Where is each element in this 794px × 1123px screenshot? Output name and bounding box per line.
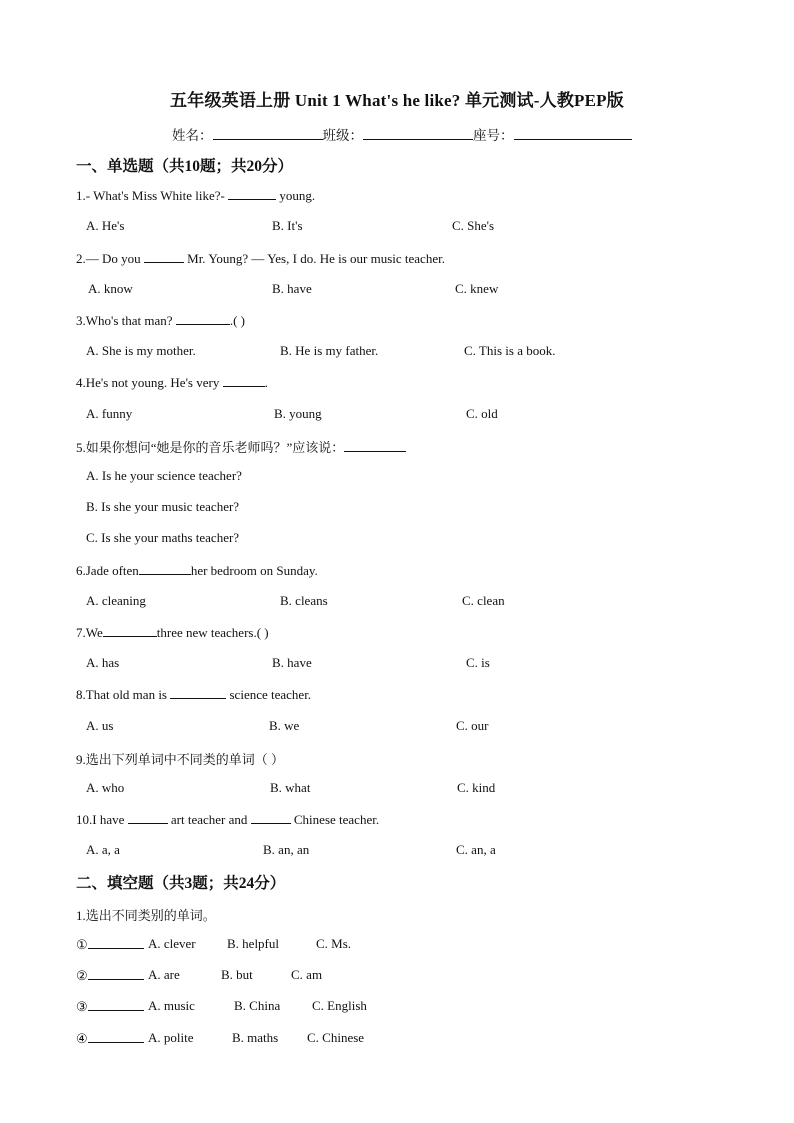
fill-question-1: 1.选出不同类别的单词。	[76, 908, 216, 923]
option-b[interactable]: B. Is she your music teacher?	[86, 499, 240, 514]
option-a[interactable]: A. who	[86, 780, 125, 795]
question-text: .( )	[229, 313, 245, 328]
word-c: C. Ms.	[316, 936, 352, 951]
word-a: A. music	[148, 998, 195, 1013]
option-c[interactable]: C. This is a book.	[464, 343, 556, 358]
class-label: 班级：	[322, 128, 363, 143]
item-number: ③	[76, 999, 88, 1014]
question-text: 8.That old man is	[76, 687, 171, 702]
word-b: B. helpful	[227, 936, 279, 951]
question-text: Mr. Young? — Yes, I do. He is our music teacher.	[183, 251, 445, 266]
seat-blank[interactable]	[514, 125, 632, 140]
section-1-title: 一、单选题（共10题；共20分）	[76, 158, 294, 175]
item-number: ②	[76, 968, 88, 983]
question-text: science teacher.	[226, 687, 312, 702]
option-a[interactable]: A. has	[86, 655, 120, 670]
page-title: 五年级英语上册 Unit 1 What's he like? 单元测试-人教PEP版	[170, 91, 624, 110]
word-a: A. are	[148, 967, 180, 982]
option-a[interactable]: A. He's	[86, 218, 125, 233]
option-c[interactable]: C. She's	[452, 218, 495, 233]
answer-blank[interactable]	[88, 967, 144, 980]
question-9	[76, 749, 284, 768]
question-text: art teacher and	[167, 812, 251, 827]
question-2	[76, 250, 445, 267]
option-c[interactable]: C. clean	[462, 593, 505, 608]
option-c[interactable]: C. our	[456, 718, 489, 733]
question-text: 1.- What's Miss White like?-	[76, 188, 229, 203]
option-c[interactable]: C. kind	[457, 780, 496, 795]
name-blank[interactable]	[213, 125, 323, 140]
option-c[interactable]: C. old	[466, 406, 498, 421]
question-text: .	[264, 375, 268, 390]
option-a[interactable]: A. Is he your science teacher?	[86, 468, 242, 483]
question-6	[76, 562, 318, 579]
question-text: 4.He's not young. He's very	[76, 375, 223, 390]
question-text: her bedroom on Sunday.	[190, 563, 318, 578]
word-a: A. clever	[148, 936, 196, 951]
fill-item	[76, 936, 352, 953]
option-b[interactable]: B. young	[274, 406, 322, 421]
option-a[interactable]: A. a, a	[86, 842, 120, 857]
question-text: 9.选出下列单词中不同类的单词（ ）	[76, 752, 285, 767]
answer-blank[interactable]	[344, 439, 406, 452]
question-5	[76, 437, 406, 456]
answer-blank[interactable]	[88, 936, 144, 949]
question-text: 2.— Do you	[76, 251, 144, 266]
option-a[interactable]: A. funny	[86, 406, 133, 421]
option-b[interactable]: B. we	[269, 718, 300, 733]
option-c[interactable]: C. is	[466, 655, 490, 670]
question-text: 3.Who's that man?	[76, 313, 176, 328]
answer-blank[interactable]	[128, 811, 168, 824]
question-text: 7.We	[76, 625, 103, 640]
question-1	[76, 187, 315, 204]
option-b[interactable]: B. have	[272, 655, 312, 670]
seat-label: 座号：	[473, 128, 514, 143]
question-text: 6.Jade often	[76, 563, 139, 578]
word-c: C. am	[291, 967, 323, 982]
answer-blank[interactable]	[223, 374, 265, 387]
question-text: young.	[276, 188, 316, 203]
question-4	[76, 374, 268, 391]
item-number: ④	[76, 1031, 88, 1046]
word-b: B. but	[221, 967, 253, 982]
answer-blank[interactable]	[88, 998, 144, 1011]
answer-blank[interactable]	[103, 624, 157, 637]
option-a[interactable]: A. us	[86, 718, 114, 733]
option-b[interactable]: B. He is my father.	[280, 343, 379, 358]
word-b: B. maths	[232, 1030, 279, 1045]
word-a: A. polite	[148, 1030, 194, 1045]
option-a[interactable]: A. know	[88, 281, 133, 296]
item-number: ①	[76, 937, 88, 952]
option-b[interactable]: B. have	[272, 281, 312, 296]
question-text: Chinese teacher.	[290, 812, 380, 827]
answer-blank[interactable]	[176, 312, 230, 325]
answer-blank[interactable]	[228, 187, 276, 200]
option-b[interactable]: B. an, an	[263, 842, 310, 857]
answer-blank[interactable]	[144, 250, 184, 263]
word-c: C. English	[312, 998, 367, 1013]
question-text: three new teachers.( )	[156, 625, 269, 640]
fill-item	[76, 967, 323, 984]
name-label: 姓名：	[172, 128, 213, 143]
fill-item	[76, 998, 367, 1015]
question-3	[76, 312, 245, 329]
option-b[interactable]: B. It's	[272, 218, 303, 233]
question-text: 5.如果你想问“她是你的音乐老师吗？”应该说：	[76, 440, 345, 455]
option-c[interactable]: C. Is she your maths teacher?	[86, 530, 240, 545]
answer-blank[interactable]	[88, 1030, 144, 1043]
fill-item	[76, 1030, 365, 1047]
option-b[interactable]: B. what	[270, 780, 311, 795]
option-a[interactable]: A. cleaning	[86, 593, 146, 608]
question-8	[76, 686, 311, 703]
word-b: B. China	[234, 998, 281, 1013]
question-10	[76, 811, 379, 828]
question-7	[76, 624, 269, 641]
option-b[interactable]: B. cleans	[280, 593, 328, 608]
option-c[interactable]: C. knew	[455, 281, 499, 296]
word-c: C. Chinese	[307, 1030, 365, 1045]
option-c[interactable]: C. an, a	[456, 842, 496, 857]
option-a[interactable]: A. She is my mother.	[86, 343, 196, 358]
class-blank[interactable]	[363, 125, 473, 140]
answer-blank[interactable]	[170, 686, 226, 699]
student-info-line	[172, 124, 632, 144]
question-text: 10.I have	[76, 812, 128, 827]
section-2-title: 二、填空题（共3题；共24分）	[76, 875, 286, 892]
answer-blank[interactable]	[139, 562, 191, 575]
answer-blank[interactable]	[251, 811, 291, 824]
